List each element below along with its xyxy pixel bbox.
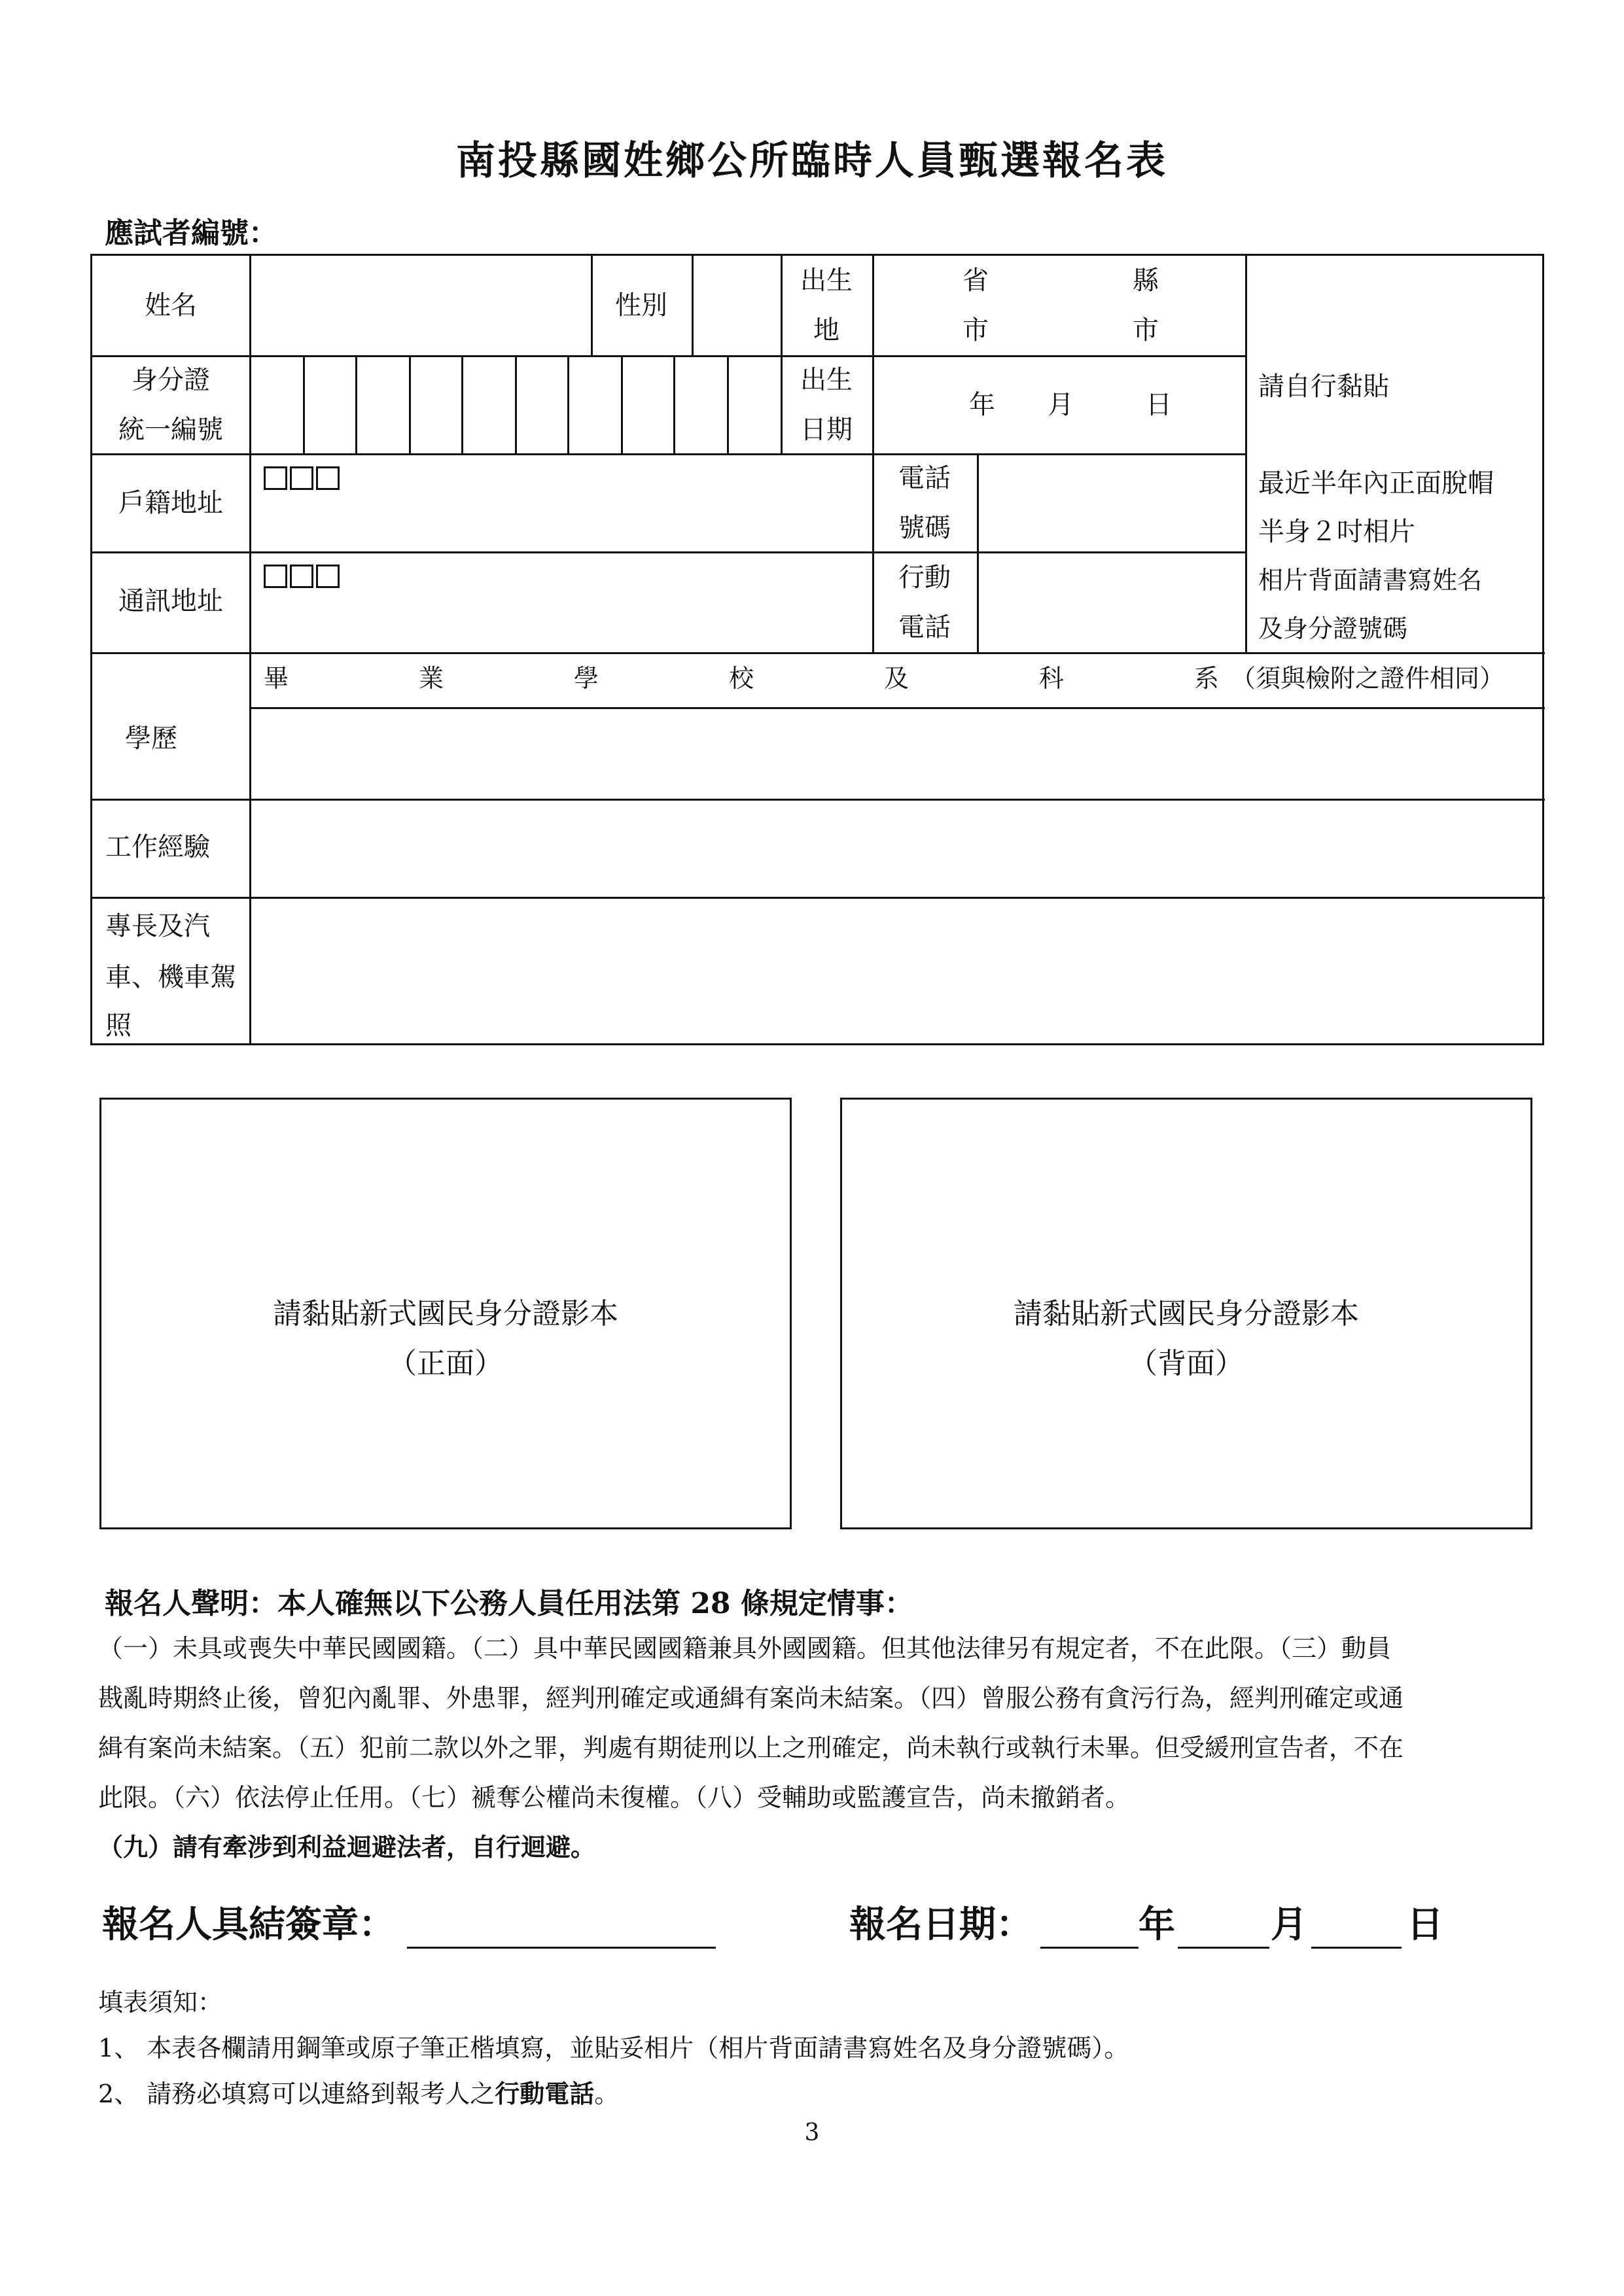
household-postal-boxes xyxy=(264,466,342,490)
date-year-label: 年 xyxy=(1139,1903,1175,1946)
row-divider xyxy=(249,707,1545,709)
edu-header-char: 科 xyxy=(1038,664,1064,693)
photo-instruction-1: 請自行黏貼 xyxy=(1258,372,1389,402)
id-back-paste-area xyxy=(840,1098,1532,1529)
gender-field[interactable] xyxy=(694,256,781,355)
declaration-title: 報名人聲明：本人確無以下公務人員任用法第 28 條規定情事： xyxy=(105,1587,913,1620)
row-divider xyxy=(92,551,1245,553)
signature-label: 報名人具結簽章： xyxy=(102,1903,395,1946)
skills-label-3: 照 xyxy=(105,1011,132,1041)
name-label: 姓名 xyxy=(145,290,197,321)
applicant-number-label: 應試者編號： xyxy=(105,217,277,250)
skills-label-1: 專長及汽 xyxy=(105,911,210,941)
mailing-address-label: 通訊地址 xyxy=(118,586,223,616)
education-header xyxy=(264,653,1219,703)
mailing-postal-boxes xyxy=(264,565,342,588)
id-back-text: 請黏貼新式國民身分證影本 xyxy=(1014,1297,1359,1331)
date-month-line[interactable] xyxy=(1178,1947,1269,1949)
birthplace-label-2: 地 xyxy=(813,315,839,345)
birthdate-month: 月 xyxy=(1048,390,1074,420)
row-divider xyxy=(92,355,1245,357)
note-item-1: 1、 本表各欄請用鋼筆或原子筆正楷填寫，並貼妥相片（相片背面請書寫姓名及身分證號碼）。 xyxy=(98,2034,1129,2062)
birthdate-label-2: 日期 xyxy=(800,415,853,445)
id-digit-divider xyxy=(461,355,463,453)
birthdate-year: 年 xyxy=(969,390,995,420)
declaration-line: （九）請有牽涉到利益迴避法者，自行迴避。 xyxy=(98,1832,596,1862)
skills-label-2: 車、機車駕 xyxy=(105,962,236,992)
id-number-label-1: 身分證 xyxy=(132,365,210,395)
edu-header-char: 學 xyxy=(573,664,599,693)
row-divider xyxy=(92,799,1545,801)
edu-header-char: 畢 xyxy=(264,664,289,693)
note-item-2 xyxy=(98,2074,619,2110)
phone-label-1: 電話 xyxy=(898,463,951,493)
id-digit-divider xyxy=(621,355,623,453)
date-day-label: 日 xyxy=(1407,1903,1443,1946)
gender-label: 性別 xyxy=(615,290,667,321)
row-divider xyxy=(92,897,1545,899)
application-form-table xyxy=(90,254,1544,1045)
row-divider xyxy=(92,453,1245,455)
date-month-label: 月 xyxy=(1271,1903,1307,1946)
signature-line[interactable] xyxy=(407,1947,716,1949)
edu-header-char: 校 xyxy=(728,664,754,693)
household-address-label: 戶籍地址 xyxy=(118,488,223,518)
id-digit-divider xyxy=(355,355,357,453)
name-field[interactable] xyxy=(251,256,591,355)
date-day-line[interactable] xyxy=(1311,1947,1402,1949)
id-front-sub: （正面） xyxy=(388,1347,503,1380)
id-digit-divider xyxy=(727,355,729,453)
birthplace-city-1: 市 xyxy=(962,315,989,345)
declaration-line: 此限。（六）依法停止任用。（七）褫奪公權尚未復權。（八）受輔助或監護宣告，尚未撤銷者。 xyxy=(98,1783,1131,1812)
col-divider xyxy=(872,256,874,453)
education-label: 學歷 xyxy=(125,723,177,754)
id-digit-divider xyxy=(567,355,569,453)
photo-instruction-5: 及身分證號碼 xyxy=(1258,614,1408,643)
declaration-line: 戡亂時期終止後，曾犯內亂罪、外患罪，經判刑確定或通緝有案尚未結案。（四）曾服公務有貪污行為，經判刑確定或通 xyxy=(98,1684,1404,1713)
birthplace-county: 縣 xyxy=(1133,266,1159,296)
id-digit-divider xyxy=(515,355,517,453)
edu-header-char: 系 xyxy=(1193,664,1219,693)
id-number-label-2: 統一編號 xyxy=(118,415,223,445)
id-front-paste-area xyxy=(99,1098,792,1529)
signup-date-label: 報名日期： xyxy=(849,1903,1033,1946)
mobile-label-2: 電話 xyxy=(898,612,951,642)
col-divider xyxy=(249,256,251,1045)
declaration-line: 緝有案尚未結案。（五）犯前二款以外之罪，判處有期徒刑以上之刑確定，尚未執行或執行未畢。但受緩刑宣告者，不在 xyxy=(98,1733,1404,1762)
page-title: 南投縣國姓鄉公所臨時人員甄選報名表 xyxy=(456,138,1168,184)
page-number: 3 xyxy=(804,2119,820,2146)
birthplace-city-2: 市 xyxy=(1133,315,1159,345)
id-digit-divider xyxy=(673,355,675,453)
note-item-2-text: 2、 請務必填寫可以連絡到報考人之 xyxy=(98,2079,495,2108)
note-item-2-end: 。 xyxy=(594,2079,620,2108)
id-front-text: 請黏貼新式國民身分證影本 xyxy=(273,1297,618,1331)
work-experience-label: 工作經驗 xyxy=(105,832,210,862)
col-divider xyxy=(1245,256,1247,652)
mobile-label-1: 行動 xyxy=(898,563,951,593)
notes-title: 填表須知： xyxy=(98,1988,223,2017)
photo-instruction-2: 最近半年內正面脫帽 xyxy=(1258,468,1494,498)
photo-instruction-3: 半身２吋相片 xyxy=(1258,517,1415,547)
edu-header-char: 及 xyxy=(883,664,909,693)
declaration-line: （一）未具或喪失中華民國國籍。（二）具中華民國國籍兼具外國國籍。但其他法律另有規定者，不在此限。（三）動員 xyxy=(98,1634,1392,1663)
phone-label-2: 號碼 xyxy=(898,513,951,543)
id-digit-divider xyxy=(409,355,411,453)
birthplace-label-1: 出生 xyxy=(800,266,853,296)
birthplace-province: 省 xyxy=(962,266,989,296)
id-digit-divider xyxy=(303,355,305,453)
date-year-line[interactable] xyxy=(1040,1947,1139,1949)
col-divider xyxy=(977,453,979,652)
photo-instruction-4: 相片背面請書寫姓名 xyxy=(1258,566,1483,595)
edu-header-char: 業 xyxy=(418,664,444,693)
id-back-sub: （背面） xyxy=(1129,1347,1244,1380)
birthdate-label-1: 出生 xyxy=(800,365,853,395)
note-item-2-bold: 行動電話 xyxy=(495,2079,595,2108)
birthdate-day: 日 xyxy=(1146,390,1172,420)
education-note: （須與檢附之證件相同） xyxy=(1231,664,1505,693)
